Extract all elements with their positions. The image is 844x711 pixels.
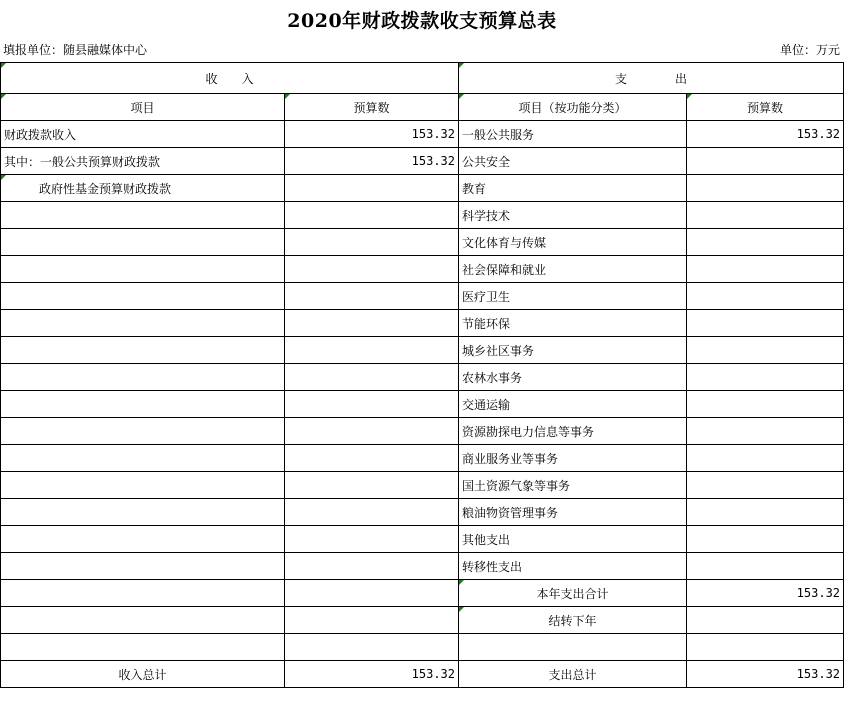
expense-item-cell[interactable]: 城乡社区事务: [459, 337, 687, 364]
income-budget-header[interactable]: 预算数: [285, 94, 459, 121]
income-item-cell[interactable]: [1, 256, 285, 283]
expense-item-cell[interactable]: 其他支出: [459, 526, 687, 553]
table-row: [1, 148, 844, 175]
income-item-cell[interactable]: [1, 418, 285, 445]
budget-table: [0, 62, 844, 688]
table-row: [1, 526, 844, 553]
income-item-cell[interactable]: [1, 310, 285, 337]
income-value-cell[interactable]: [285, 499, 459, 526]
income-item-cell[interactable]: [1, 229, 285, 256]
income-value-cell[interactable]: [285, 310, 459, 337]
income-value-cell[interactable]: 153.32: [285, 121, 459, 148]
table-row: [1, 634, 844, 661]
reporting-unit: 填报单位：随县融媒体中心: [3, 43, 148, 57]
table-row: [1, 499, 844, 526]
income-item-header[interactable]: 项目: [1, 94, 285, 121]
table-row: [1, 202, 844, 229]
expense-value-cell[interactable]: [687, 175, 844, 202]
income-value-cell[interactable]: [285, 364, 459, 391]
expense-item-cell[interactable]: 农林水事务: [459, 364, 687, 391]
income-item-cell[interactable]: [1, 553, 285, 580]
table-row: [1, 175, 844, 202]
section-header-row: [1, 63, 844, 94]
income-item-cell[interactable]: [1, 499, 285, 526]
expense-item-cell[interactable]: 资源勘探电力信息等事务: [459, 418, 687, 445]
table-row: [1, 229, 844, 256]
expense-value-cell[interactable]: [687, 148, 844, 175]
table-row: [1, 364, 844, 391]
expense-value-cell[interactable]: [687, 256, 844, 283]
income-value-cell[interactable]: [285, 337, 459, 364]
expense-value-cell[interactable]: [687, 337, 844, 364]
table-row: [1, 418, 844, 445]
expense-item-cell[interactable]: 节能环保: [459, 310, 687, 337]
expense-value-cell[interactable]: [687, 391, 844, 418]
column-header-row: [1, 94, 844, 121]
expense-value-cell[interactable]: [687, 445, 844, 472]
income-total-value[interactable]: 153.32: [285, 661, 459, 688]
expense-item-cell[interactable]: 本年支出合计: [459, 580, 687, 607]
income-value-cell[interactable]: [285, 553, 459, 580]
income-value-cell[interactable]: [285, 445, 459, 472]
table-row: [1, 310, 844, 337]
table-row: [1, 337, 844, 364]
income-item-cell[interactable]: [1, 445, 285, 472]
expense-item-cell[interactable]: 文化体育与传媒: [459, 229, 687, 256]
expense-section-header[interactable]: 支 出: [459, 63, 844, 94]
expense-value-cell[interactable]: [687, 607, 844, 634]
expense-value-cell[interactable]: [687, 499, 844, 526]
table-row: [1, 256, 844, 283]
table-row: [1, 607, 844, 634]
income-section-header[interactable]: 收 入: [1, 63, 459, 94]
expense-value-cell[interactable]: [687, 310, 844, 337]
income-value-cell[interactable]: [285, 418, 459, 445]
income-value-cell[interactable]: [285, 256, 459, 283]
expense-item-cell[interactable]: 转移性支出: [459, 553, 687, 580]
expense-value-cell[interactable]: [687, 526, 844, 553]
table-row: [1, 283, 844, 310]
income-value-cell[interactable]: [285, 202, 459, 229]
expense-item-cell[interactable]: 国土资源气象等事务: [459, 472, 687, 499]
expense-item-header[interactable]: 项目（按功能分类）: [459, 94, 687, 121]
table-row: [1, 121, 844, 148]
income-item-cell[interactable]: 政府性基金预算财政拨款: [1, 175, 285, 202]
income-value-cell[interactable]: [285, 634, 459, 661]
expense-item-cell[interactable]: 公共安全: [459, 148, 687, 175]
income-item-cell[interactable]: [1, 634, 285, 661]
table-row: [1, 445, 844, 472]
income-value-cell[interactable]: [285, 472, 459, 499]
income-item-cell[interactable]: [1, 202, 285, 229]
income-value-cell[interactable]: [285, 175, 459, 202]
table-row: [1, 580, 844, 607]
income-item-cell[interactable]: [1, 607, 285, 634]
income-value-cell[interactable]: [285, 229, 459, 256]
table-row: [1, 553, 844, 580]
income-item-cell[interactable]: [1, 526, 285, 553]
income-value-cell[interactable]: [285, 607, 459, 634]
expense-item-cell[interactable]: 医疗卫生: [459, 283, 687, 310]
income-value-cell[interactable]: [285, 526, 459, 553]
expense-value-cell[interactable]: [687, 553, 844, 580]
income-item-cell[interactable]: [1, 472, 285, 499]
expense-value-cell[interactable]: 153.32: [687, 121, 844, 148]
expense-item-cell[interactable]: 结转下年: [459, 607, 687, 634]
expense-item-cell[interactable]: 商业服务业等事务: [459, 445, 687, 472]
page-title: 2020年财政拨款收支预算总表: [287, 10, 557, 32]
expense-value-cell[interactable]: [687, 229, 844, 256]
currency-unit: 单位：万元: [779, 43, 840, 57]
income-item-cell[interactable]: [1, 337, 285, 364]
expense-value-cell[interactable]: [687, 364, 844, 391]
income-item-cell[interactable]: [1, 580, 285, 607]
totals-row: [1, 661, 844, 688]
income-item-cell[interactable]: 其中：一般公共预算财政拨款: [1, 148, 285, 175]
expense-total-label[interactable]: 支出总计: [459, 661, 687, 688]
income-item-cell[interactable]: [1, 364, 285, 391]
income-item-cell[interactable]: [1, 283, 285, 310]
expense-value-cell[interactable]: [687, 472, 844, 499]
expense-item-cell[interactable]: 科学技术: [459, 202, 687, 229]
expense-total-value[interactable]: 153.32: [687, 661, 844, 688]
expense-value-cell[interactable]: 153.32: [687, 580, 844, 607]
expense-value-cell[interactable]: [687, 202, 844, 229]
income-total-label[interactable]: 收入总计: [1, 661, 285, 688]
table-row: [1, 391, 844, 418]
income-value-cell[interactable]: [285, 391, 459, 418]
income-value-cell[interactable]: 153.32: [285, 148, 459, 175]
expense-budget-header[interactable]: 预算数: [687, 94, 844, 121]
expense-item-cell[interactable]: 粮油物资管理事务: [459, 499, 687, 526]
income-item-cell[interactable]: [1, 391, 285, 418]
expense-value-cell[interactable]: [687, 283, 844, 310]
expense-item-cell[interactable]: [459, 634, 687, 661]
income-item-cell[interactable]: 财政拨款收入: [1, 121, 285, 148]
income-value-cell[interactable]: [285, 283, 459, 310]
expense-item-cell[interactable]: 一般公共服务: [459, 121, 687, 148]
expense-item-cell[interactable]: 教育: [459, 175, 687, 202]
expense-item-cell[interactable]: 交通运输: [459, 391, 687, 418]
expense-item-cell[interactable]: 社会保障和就业: [459, 256, 687, 283]
expense-value-cell[interactable]: [687, 634, 844, 661]
table-row: [1, 472, 844, 499]
expense-value-cell[interactable]: [687, 418, 844, 445]
income-value-cell[interactable]: [285, 580, 459, 607]
